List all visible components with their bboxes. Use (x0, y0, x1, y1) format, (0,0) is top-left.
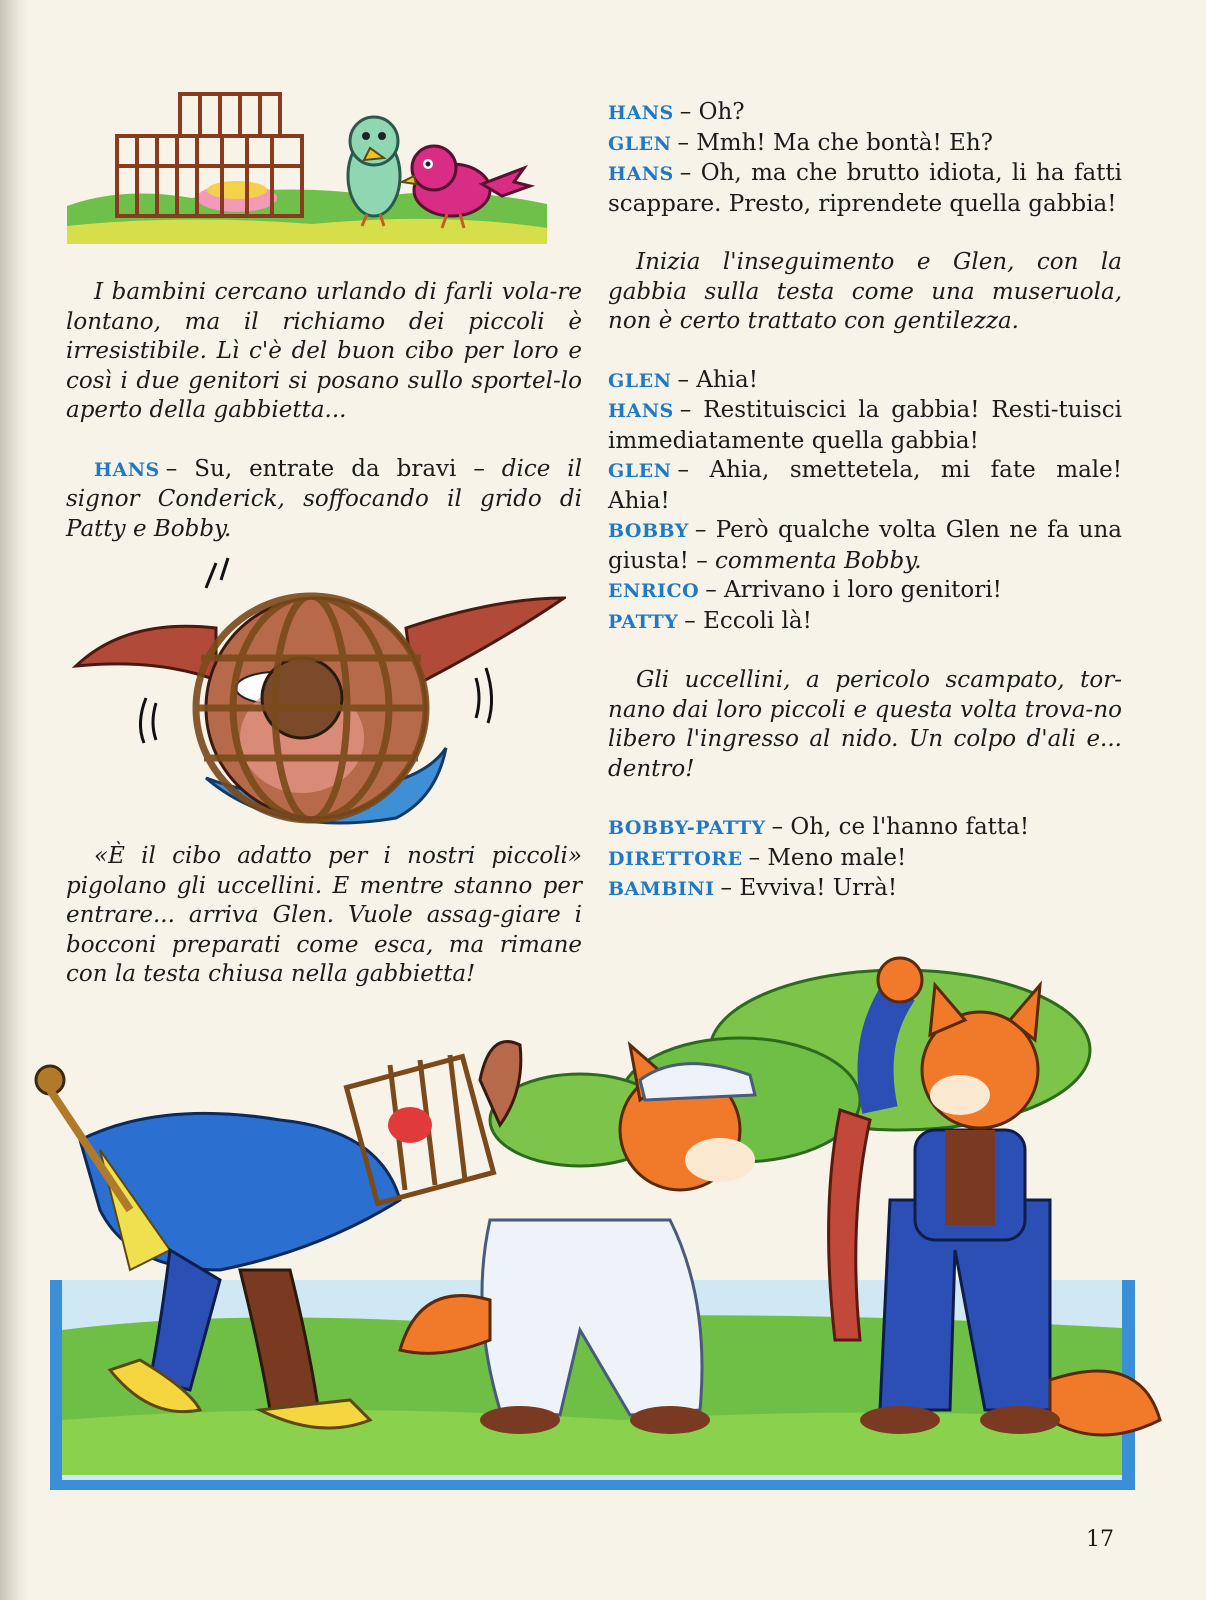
dialogue-text: Oh? (698, 99, 745, 125)
speaker-label: PATTY (608, 610, 679, 633)
dialogue-text: Ahia! (696, 366, 758, 393)
speaker-label: GLEN (608, 369, 672, 392)
dialogue-narration: dice il signor Conderick, soffocando il grido di Patty e Bobby. (66, 455, 583, 542)
speaker-label: HANS (608, 102, 674, 124)
dialogue-line: HANS – Oh? (608, 99, 745, 125)
speaker-label: GLEN (608, 460, 672, 482)
dialogue-text: Oh, ma che brutto idiota, li ha fatti scappare. Presto, riprendete quella gabbia! (608, 160, 1123, 217)
speaker-label: BAMBINI (608, 878, 715, 900)
dialogue-line: GLEN – Ahia, smettetela, mi fate male! Ahia! (608, 457, 1122, 514)
dialogue-line: GLEN – Ahia! (608, 366, 758, 393)
dialogue-line: GLEN – Mmh! Ma che bontà! Eh? (608, 129, 993, 156)
speaker-label: ENRICO (608, 580, 700, 602)
right-column (608, 98, 1122, 905)
narration-chase: Inizia l'inseguimento e Glen, con la gabbia sulla testa come una museruola, non è certo trattato con gentilezza. (608, 249, 1122, 334)
speaker-label: BOBBY (608, 520, 689, 542)
dialogue-line: BAMBINI – Evviva! Urrà! (608, 875, 898, 901)
speaker-label: DIRETTORE (608, 847, 743, 870)
page-number: 17 (1086, 1527, 1114, 1552)
dialogue-text: Restituiscici la gabbia! Resti-tuisci immediatamente quella gabbia! (608, 397, 1122, 454)
dialogue-text: Arrivano i loro genitori! (724, 577, 1002, 603)
speaker-label: HANS (608, 400, 674, 422)
speaker-label: HANS (608, 163, 674, 185)
dialogue-text: Evviva! Urrà! (739, 875, 898, 901)
illustration-glen-caged (66, 548, 566, 843)
narration-paragraph-1: I bambini cercano urlando di farli vola-re lontano, ma il richiamo dei piccoli è irresistibile. Lì c'è del buon cibo per loro e così i due genitori si posano sullo sportel-lo aperto della gabbietta... (66, 279, 582, 423)
dialogue-text: Meno male! (767, 844, 907, 871)
dialogue-line: ENRICO – Arrivano i loro genitori! (608, 577, 1002, 603)
dialogue-line: HANS – Restituiscici la gabbia! Resti-tuisci immediatamente quella gabbia! (608, 397, 1122, 454)
speaker-label: GLEN (608, 132, 672, 155)
dialogue-text: Su, entrate da bravi – (194, 455, 485, 482)
illustration-cage-birds (62, 86, 552, 246)
dialogue-line: BOBBY – Però qualche volta Glen ne fa una giusta! – commenta Bobby. (608, 517, 1123, 574)
illustration-chase-scene (20, 950, 1180, 1495)
dialogue-narration: commenta Bobby. (715, 547, 922, 574)
dialogue-text: Ahia, smettetela, mi fate male! Ahia! (608, 457, 1122, 514)
dialogue-text: Però qualche volta Glen ne fa una giusta! – (608, 517, 1123, 574)
dialogue-line: DIRETTORE – Meno male! (608, 844, 907, 871)
speaker-label: BOBBY-PATTY (608, 817, 766, 839)
dialogue-text: Eccoli là! (703, 607, 812, 634)
dialogue-text: Oh, ce l'hanno fatta! (790, 814, 1030, 840)
speaker-label: HANS (94, 458, 160, 481)
left-column (66, 278, 582, 544)
dialogue-line: BOBBY-PATTY – Oh, ce l'hanno fatta! (608, 814, 1030, 840)
narration-return: Gli uccellini, a pericolo scampato, tor-nano dai loro piccoli e questa volta trova-no libero l'ingresso al nido. Un colpo d'ali e... dentro! (608, 667, 1122, 782)
dialogue-text: Mmh! Ma che bontà! Eh? (696, 129, 993, 156)
dialogue-line: PATTY – Eccoli là! (608, 607, 812, 634)
dialogue-hans-conderick: HANS – Su, entrate da bravi – dice il signor Conderick, soffocando il grido di Patty e Bobby. (66, 455, 583, 542)
narration-paragraph-2: «È il cibo adatto per i nostri piccoli» pigolano gli uccellini. E mentre stanno per entrare... arriva Glen. Vuole assag-giare i bocconi preparati come esca, ma rimane con la testa chiusa nella gabbietta! (66, 843, 582, 987)
dialogue-line: HANS – Oh, ma che brutto idiota, li ha fatti scappare. Presto, riprendete quella gabbia! (608, 160, 1123, 217)
